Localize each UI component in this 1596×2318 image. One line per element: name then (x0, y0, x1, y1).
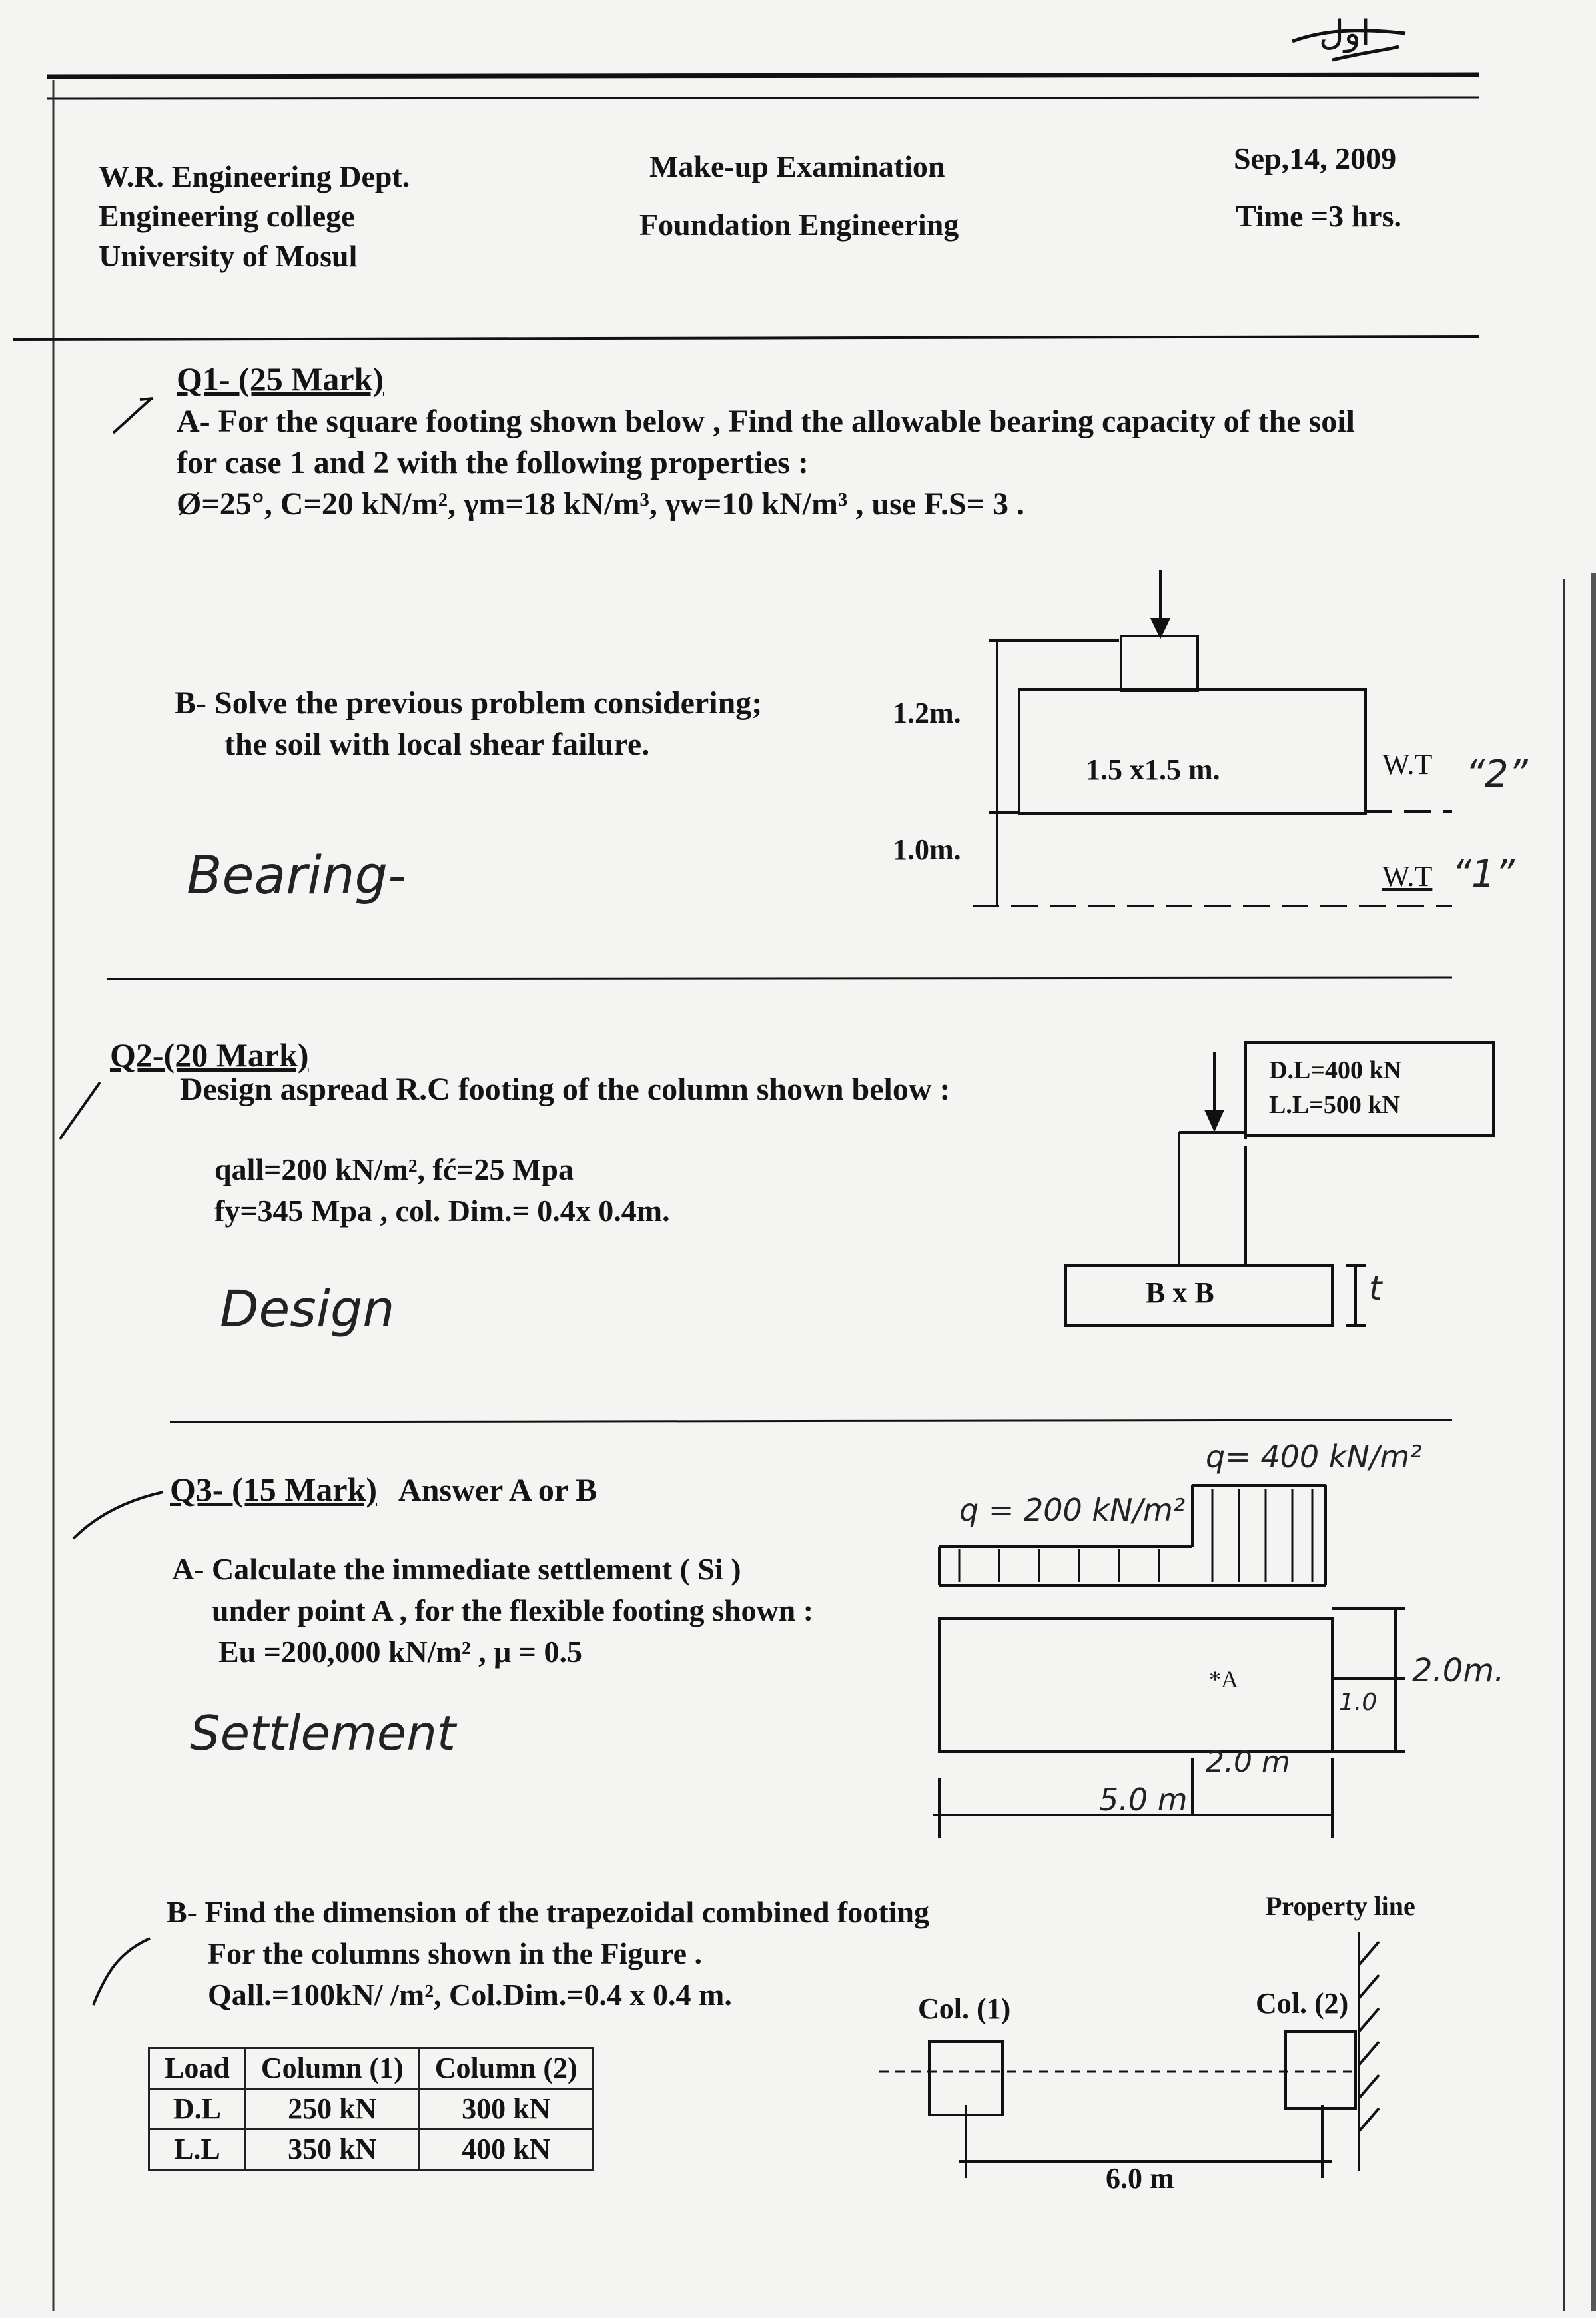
table-row (149, 2089, 594, 2129)
q1-footing-figure (973, 570, 1452, 906)
q3-part-b-line: For the columns shown in the Figure . (208, 1936, 703, 1970)
q1-part-a-line: for case 1 and 2 with the following properties : (177, 445, 809, 480)
q3-title: Q3- (15 Mark) (170, 1471, 378, 1508)
offset-dim-label: 1.0 (1339, 1689, 1378, 1716)
q3-part-b-line: Qall.=100kN/ /m², Col.Dim.=0.4 x 0.4 m. (208, 1978, 732, 2012)
dead-load-label: D.L=400 kN (1269, 1056, 1402, 1084)
live-load-label: L.L=500 kN (1269, 1091, 1400, 1119)
corner-mark: اول (1319, 13, 1371, 53)
q1-title: Q1- (25 Mark) (177, 360, 384, 398)
handwritten-note-bearing: Bearing- (187, 846, 407, 906)
handwritten-note-settlement: Settlement (190, 1705, 456, 1761)
q3-part-b (167, 1892, 929, 2016)
point-a-label: *A (1209, 1666, 1238, 1693)
q2-property-line: fy=345 Mpa , col. Dim.= 0.4x 0.4m. (214, 1194, 670, 1228)
q3-part-a-line: A- Calculate the immediate settlement ( Si ) (172, 1552, 741, 1586)
table-cell: 300 kN (419, 2089, 593, 2129)
q2-title: Q2-(20 Mark) (110, 1036, 309, 1074)
q3-combined-footing-figure (879, 1932, 1379, 2178)
table-cell: L.L (149, 2129, 246, 2170)
column-2-label: Col. (2) (1256, 1987, 1349, 2020)
table-header-row (149, 2048, 594, 2089)
table-header-cell: Column (2) (419, 2048, 593, 2089)
water-table-2-label: W.T (1382, 748, 1433, 781)
load-q2-label: q= 400 kN/m² (1206, 1439, 1422, 1475)
dept-line: Engineering college (99, 199, 355, 233)
dept-line: W.R. Engineering Dept. (99, 159, 410, 193)
q3-choice: Answer A or B (398, 1473, 598, 1508)
length-dim-label: 5.0 m (1099, 1782, 1188, 1818)
base-size-label: B x B (1146, 1276, 1214, 1309)
depth-label-bottom: 1.0m. (893, 833, 961, 866)
handwritten-note-design: Design (220, 1279, 395, 1338)
offset-2m-label: 2.0 m (1206, 1745, 1290, 1779)
footing-size-label: 1.5 x1.5 m. (1086, 753, 1220, 786)
case-2-label: “2” (1465, 753, 1528, 796)
department-block (99, 157, 410, 276)
q1-part-a-line: A- For the square footing shown below , Find the allowable bearing capacity of the soil (177, 404, 1355, 439)
table-cell: 250 kN (245, 2089, 419, 2129)
depth-label-top: 1.2m. (893, 697, 961, 729)
q3-part-a (172, 1549, 813, 1673)
dept-line: University of Mosul (99, 239, 358, 273)
table-row (149, 2129, 594, 2170)
q3-heading (170, 1469, 597, 1511)
water-table-1-label: W.T (1382, 860, 1433, 893)
q1-part-b (175, 683, 762, 765)
table-cell: 400 kN (419, 2129, 593, 2170)
exam-time: Time =3 hrs. (1236, 199, 1401, 233)
q1-part-a (177, 401, 1355, 525)
q2-property-line: qall=200 kN/m², fć=25 Mpa (214, 1152, 574, 1186)
q2-body: Design aspread R.C footing of the column shown below : (180, 1072, 951, 1107)
q2-properties (214, 1149, 670, 1232)
q1-part-b-line: B- Solve the previous problem considering; (175, 685, 763, 721)
exam-date: Sep,14, 2009 (1234, 141, 1397, 175)
width-dim-label: 2.0m. (1412, 1652, 1505, 1689)
q3-part-a-line: under point A , for the flexible footing shown : (212, 1593, 814, 1627)
table-header-cell: Load (149, 2048, 246, 2089)
span-label: 6.0 m (1106, 2162, 1174, 2195)
thickness-label: t (1369, 1269, 1382, 1308)
q3-part-a-line: Eu =200,000 kN/m² , μ = 0.5 (218, 1635, 582, 1669)
load-q1-label: q = 200 kN/m² (959, 1492, 1186, 1528)
exam-type: Make-up Examination (649, 149, 945, 183)
table-header-cell: Column (1) (245, 2048, 419, 2089)
table-cell: D.L (149, 2089, 246, 2129)
q1-part-b-line: the soil with local shear failure. (224, 727, 650, 762)
column-1-label: Col. (1) (918, 1992, 1011, 2025)
course-name: Foundation Engineering (639, 208, 959, 242)
case-1-label: “1” (1452, 853, 1515, 896)
load-table (148, 2047, 594, 2171)
q3-part-b-line: B- Find the dimension of the trapezoidal combined footing (167, 1895, 929, 1929)
property-line-label: Property line (1266, 1891, 1415, 1921)
q1-part-a-line: Ø=25°, C=20 kN/m², γm=18 kN/m³, γw=10 kN/m³ , use F.S= 3 . (177, 486, 1025, 522)
table-cell: 350 kN (245, 2129, 419, 2170)
